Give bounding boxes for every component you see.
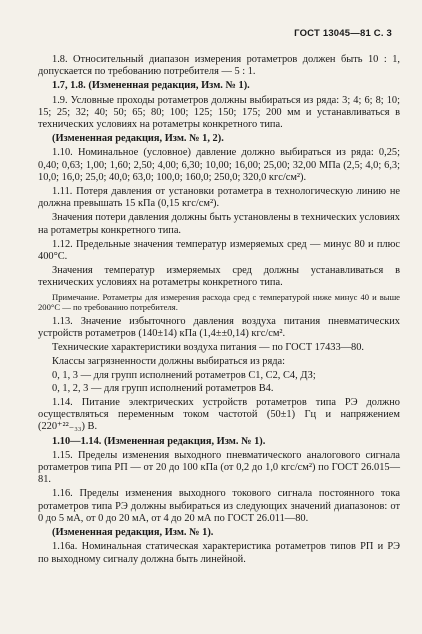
amendment-note-1-9: (Измененная редакция, Изм. № 1, 2).	[52, 133, 224, 145]
amendment-note-1-16: (Измененная редакция, Изм. № 1).	[52, 527, 214, 539]
paragraph-1-10: 1.10. Номинальное (условное) давление должно выбираться из ряда: 0,25; 0,40; 0,63; 1,00; 1,60; 2,50; 4,00; 6,30; 10,00; 16,00; 25,00; 32,00 МПа (2,5; 4,0; 6,3; 10,0; 16,0; 25,0; 40,0; 63,0; 100,0; 160,0; 250,0; 320,0 кгс/см²).	[38, 147, 400, 183]
paragraph-1-11: 1.11. Потеря давления от установки ротаметра в технологическую линию не должна превышать 15 кПа (0,15 кгс/см²).	[38, 186, 400, 210]
pollution-class-list-1: 0, 1, 3 — для групп исполнений ротаметров С1, С2, С4, ДЗ;	[52, 369, 316, 381]
paragraph-1-16: 1.16. Пределы изменения выходного токового сигнала постоянного тока ротаметров типа РЭ должны выбираться из следующих значений диапазонов: от 0 до 5 мА, от 0 до 20 мА, от 4 до 20 мА по ГОСТ 26.011—80.	[38, 488, 400, 524]
paragraph-1-12-values: Значения температур измеряемых сред должны устанавливаться в технических условиях на ротаметры конкретного типа.	[38, 265, 400, 289]
document-body	[38, 54, 400, 568]
amendment-note-1-10-1-14: 1.10—1.14. (Измененная редакция, Изм. № 1).	[52, 435, 266, 447]
paragraph-pollution-classes: Классы загрязненности должны выбираться из ряда:	[52, 356, 286, 368]
paragraph-1-16a: 1.16а. Номинальная статическая характеристика ротаметров типов РП и РЭ по выходному сигналу должна быть линейной.	[38, 541, 400, 565]
page-header: ГОСТ 13045—81 С. 3	[294, 28, 392, 39]
paragraph-1-13-air: Технические характеристики воздуха питания — по ГОСТ 17433—80.	[52, 342, 365, 354]
note-temperature: Примечание. Ротаметры для измерения расхода сред с температурой ниже минус 40 и выше 200°С — по требованию потребителя.	[38, 291, 400, 313]
paragraph-1-11-values: Значения потери давления должны быть установлены в технических условиях на ротаметры конкретного типа.	[38, 212, 400, 236]
amendment-note-1-7-1-8: 1.7, 1.8. (Измененная редакция, Изм. № 1).	[52, 80, 250, 92]
paragraph-1-15: 1.15. Пределы изменения выходного пневматического аналогового сигнала ротаметров типа РП — от 20 до 100 кПа (от 0,2 до 1,0 кгс/см²) по ГОСТ 26.015—81.	[38, 449, 400, 486]
paragraph-1-12: 1.12. Предельные значения температур измеряемых сред — минус 80 и плюс 400°С.	[38, 238, 400, 263]
paragraph-1-14: 1.14. Питание электрических устройств ротаметров типа РЭ должно осуществляться переменным током частотой (50±1) Гц и напряжением (220⁺²²₋₃₃) В.	[38, 397, 400, 433]
paragraph-1-13: 1.13. Значение избыточного давления воздуха питания пневматических устройств ротаметров (140±14) кПа (1,4±±0,14) кгс/см².	[38, 315, 400, 340]
paragraph-1-8: 1.8. Относительный диапазон измерения ротаметров должен быть 10 : 1, допускается по требованию потребителя — 5 : 1.	[38, 54, 400, 78]
paragraph-1-9: 1.9. Условные проходы ротаметров должны выбираться из ряда: 3; 4; 6; 8; 10; 15; 25; 32; 40; 50; 65; 80; 100; 125; 150; 175; 200 мм и устанавливаться в технических условиях на ротаметры конкретного типа.	[38, 94, 400, 131]
pollution-class-list-2: 0, 1, 2, 3 — для групп исполнений ротаметров В4.	[52, 382, 274, 394]
